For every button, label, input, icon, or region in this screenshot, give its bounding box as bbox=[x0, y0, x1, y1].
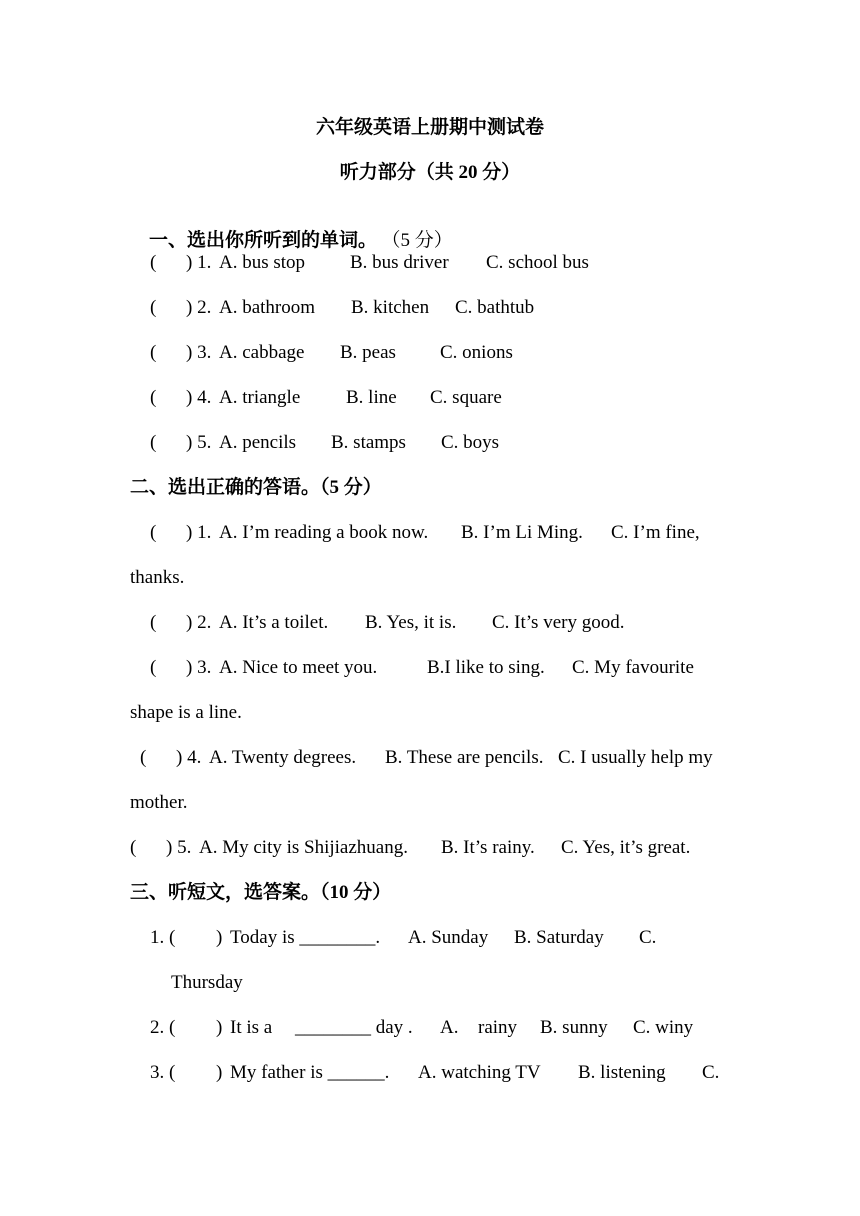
s3-q2-option-a: A. bbox=[440, 1017, 459, 1038]
page-subtitle: 听力部分（共 20 分） bbox=[339, 162, 521, 183]
s1-q1-number: ) 1. bbox=[186, 252, 212, 273]
s2-q5-number: ) 5. bbox=[166, 837, 192, 858]
s1-q2-option-b: B. kitchen bbox=[351, 297, 430, 318]
section-1-points: （5 分） bbox=[391, 230, 453, 251]
s1-q2-option-a: A. bathroom bbox=[219, 297, 316, 318]
s1-q2-paren: ( bbox=[150, 297, 157, 318]
s1-q2-number: ) 2. bbox=[186, 297, 212, 318]
s2-q5-option-b: B. It’s rainy. bbox=[441, 837, 535, 858]
s3-q3-close-paren: ) bbox=[216, 1062, 223, 1083]
s2-q3-option-b: B.I like to sing. bbox=[427, 657, 545, 678]
s2-q3-number: ) 3. bbox=[186, 657, 212, 678]
s2-q3-option-c: C. My favourite bbox=[572, 657, 694, 678]
s1-q5-number: ) 5. bbox=[186, 432, 212, 453]
s3-q3-option-c: C. bbox=[702, 1062, 720, 1083]
s2-q2-option-b: B. Yes, it is. bbox=[365, 612, 457, 633]
s3-q2-option-c: C. winy bbox=[633, 1017, 694, 1038]
s2-q4-option-b: B. These are pencils. bbox=[385, 747, 544, 768]
section-1-title: 一、选出你所听到的单词。 bbox=[149, 230, 378, 251]
s2-q4-number: ) 4. bbox=[176, 747, 202, 768]
s2-q5-option-c: C. Yes, it’s great. bbox=[561, 837, 691, 858]
s2-q2-paren: ( bbox=[150, 612, 157, 633]
s1-q5-option-b: B. stamps bbox=[331, 432, 406, 453]
s3-q3-option-b: B. listening bbox=[578, 1062, 666, 1083]
s1-q4-option-c: C. square bbox=[430, 387, 502, 408]
s1-q1-option-c: C. school bus bbox=[486, 252, 589, 273]
s1-q1-option-b: B. bus driver bbox=[350, 252, 449, 273]
s3-q2-option-a-text: rainy bbox=[478, 1017, 518, 1038]
s2-q1-option-a: A. I’m reading a book now. bbox=[219, 522, 429, 543]
s3-q1-close-paren: ) bbox=[216, 927, 223, 948]
s2-q5-option-a: A. My city is Shijiazhuang. bbox=[199, 837, 408, 858]
s3-q2-close-paren: ) bbox=[216, 1017, 223, 1038]
s2-q2-option-a: A. It’s a toilet. bbox=[219, 612, 329, 633]
section-3-heading: 三、听短文，选答案。（10 分） bbox=[130, 882, 392, 903]
s1-q4-option-a: A. triangle bbox=[219, 387, 301, 408]
s2-q1-option-b: B. I’m Li Ming. bbox=[461, 522, 583, 543]
s1-q5-paren: ( bbox=[150, 432, 157, 453]
s1-q5-option-a: A. pencils bbox=[219, 432, 297, 453]
s1-q3-option-a: A. cabbage bbox=[219, 342, 305, 363]
s3-q2-option-b: B. sunny bbox=[540, 1017, 608, 1038]
s3-q3-stem: My father is ______. bbox=[230, 1062, 390, 1083]
s2-q4-option-c: C. I usually help my bbox=[558, 747, 713, 768]
s1-q3-number: ) 3. bbox=[186, 342, 212, 363]
s3-q3-option-a: A. watching TV bbox=[418, 1062, 541, 1083]
s1-q1-option-a: A. bus stop bbox=[219, 252, 306, 273]
page-title: 六年级英语上册期中测试卷 bbox=[315, 117, 544, 138]
s2-q4-paren: ( bbox=[140, 747, 147, 768]
s1-q1-paren: ( bbox=[150, 252, 157, 273]
s2-q1-paren: ( bbox=[150, 522, 157, 543]
s1-q3-option-c: C. onions bbox=[440, 342, 513, 363]
s2-q2-number: ) 2. bbox=[186, 612, 212, 633]
s3-q1-option-b: B. Saturday bbox=[514, 927, 604, 948]
s2-q2-option-c: C. It’s very good. bbox=[492, 612, 625, 633]
s2-q1-number: ) 1. bbox=[186, 522, 212, 543]
s3-q2-stem: It is a bbox=[230, 1017, 273, 1038]
s2-q5-paren: ( bbox=[130, 837, 137, 858]
s1-q3-option-b: B. peas bbox=[340, 342, 396, 363]
s3-q2-blank: ________ day . bbox=[295, 1017, 413, 1038]
s1-q4-option-b: B. line bbox=[346, 387, 397, 408]
s2-q3-option-a: A. Nice to meet you. bbox=[219, 657, 378, 678]
s2-q3-paren: ( bbox=[150, 657, 157, 678]
s3-q2-label: 2. ( bbox=[150, 1017, 176, 1038]
s2-q4-continuation: mother. bbox=[130, 792, 188, 813]
s2-q4-option-a: A. Twenty degrees. bbox=[209, 747, 357, 768]
s2-q1-option-c: C. I’m fine, bbox=[611, 522, 700, 543]
section-2-heading: 二、选出正确的答语。（5 分） bbox=[130, 477, 382, 498]
s2-q1-continuation: thanks. bbox=[130, 567, 185, 588]
s1-q5-option-c: C. boys bbox=[441, 432, 500, 453]
s3-q1-option-c: C. bbox=[639, 927, 657, 948]
s3-q3-label: 3. ( bbox=[150, 1062, 176, 1083]
s3-q1-stem: Today is ________. bbox=[230, 927, 381, 948]
s1-q4-paren: ( bbox=[150, 387, 157, 408]
s3-q1-continuation: Thursday bbox=[171, 972, 243, 993]
s2-q3-continuation: shape is a line. bbox=[130, 702, 242, 723]
s1-q3-paren: ( bbox=[150, 342, 157, 363]
s1-q2-option-c: C. bathtub bbox=[455, 297, 535, 318]
s3-q1-option-a: A. Sunday bbox=[408, 927, 489, 948]
s1-q4-number: ) 4. bbox=[186, 387, 212, 408]
s3-q1-label: 1. ( bbox=[150, 927, 176, 948]
